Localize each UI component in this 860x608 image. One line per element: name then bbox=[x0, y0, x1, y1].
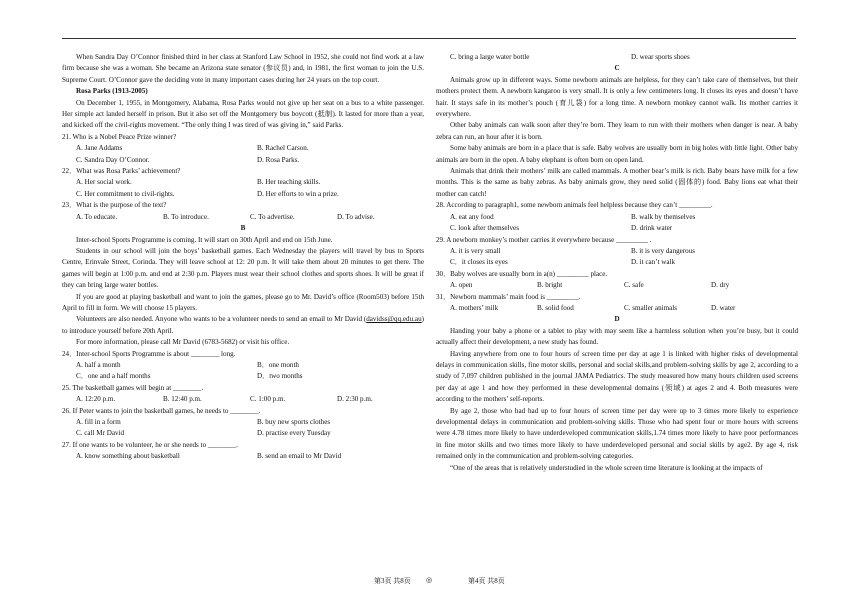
options-row bbox=[436, 212, 798, 223]
option-d: D. dry bbox=[711, 281, 730, 290]
question-24: 24．Inter-school Sports Programme is about ________ long. bbox=[62, 349, 236, 358]
options-row bbox=[436, 257, 798, 268]
question-25: 25. The basketball games will begin at ________. bbox=[62, 383, 204, 392]
paragraph: When Sandra Day O’Connor finished third in her class at Stanford Law School in 1952, she could not find work at a law firm because she was a woman. She became an Arizona state senator (参议员) and, in 1981, the first woman to join the U.S. Supreme Court. O’Connor gave the deciding vote in many important cases during her 24 years on the top court. bbox=[62, 53, 424, 84]
left-column bbox=[62, 52, 424, 463]
right-column bbox=[436, 52, 798, 474]
options-row bbox=[62, 177, 424, 188]
question-21: 21. Who is a Nobel Peace Prize winner? bbox=[62, 132, 177, 141]
options-row bbox=[436, 246, 798, 257]
options-row bbox=[62, 212, 424, 223]
paragraph: Animals that drink their mothers’ milk are called mammals. A mother bear’s milk is rich. Baby bears have milk for a few months. This is the same as baby zebras. As baby animals grow, they need solid (固体的) food. Baby lions eat what their mother can catch! bbox=[436, 167, 798, 198]
option-a: A. fill in a form bbox=[76, 418, 121, 426]
option-c: C. 1:00 p.m. bbox=[250, 395, 286, 404]
option-a: A. To educate. bbox=[76, 212, 118, 221]
email-link[interactable]: davidss@qq.edu.au bbox=[366, 315, 422, 324]
option-c: C. call Mr David bbox=[76, 429, 125, 438]
options-row bbox=[62, 394, 424, 405]
section-letter-c: C bbox=[614, 64, 620, 73]
option-d: D. Her efforts to win a prize. bbox=[257, 189, 339, 198]
paragraph: On December 1, 1955, in Montgomery, Alabama, Rosa Parks would not give up her seat on a bus to a white passenger. Her simple act landed herself in prison. But it also set off the Montgomery bus boycott (抵制). It lasted for more than a year, and kicked off the civil-rights movement. “The only thing I was tired of was giving in,” said Parks. bbox=[62, 98, 424, 130]
options-row bbox=[62, 428, 424, 439]
options-row bbox=[62, 143, 424, 154]
top-rule bbox=[62, 38, 796, 39]
text: ) to introduce yourself before 20th April. bbox=[62, 315, 424, 335]
center-mark-icon: ◎ bbox=[426, 576, 433, 584]
option-c: C. safe bbox=[624, 281, 644, 290]
option-a: A. 12:20 p.m. bbox=[76, 395, 116, 404]
option-b: B. walk by themselves bbox=[631, 212, 696, 221]
option-d: D. Rosa Parks. bbox=[257, 155, 300, 164]
page-number-right: 第4页 共8页 bbox=[468, 577, 505, 585]
paragraph: Other baby animals can walk soon after they’re born. They learn to run with their mothers when danger is near. A baby zebra can run, an hour after it is born. bbox=[436, 121, 798, 141]
option-b: B. it is very dangerous bbox=[631, 246, 696, 255]
option-b: B. send an email to Mr David bbox=[257, 452, 342, 461]
option-c: C. To advertise. bbox=[250, 212, 295, 221]
paragraph: Having anywhere from one to four hours of screen time per day at age 1 is linked with higher risks of developmental delays in communication skills, fine motor skills, personal and social skills,and problem-solving skills by age 2, according to a study of 7,097 children published in the journal JAMA Pediatrics. The study measured how many hours children used screens per day at age 1 and how they performed in these developmental domains (领域) at ages 2 and 4. Both measures were according to the mothers’ self-reports. bbox=[436, 349, 798, 404]
paragraph: “One of the areas that is relatively understudied in the whole screen time literature is looking at the impacts of bbox=[450, 463, 763, 472]
question-23: 23．What is the purpose of the text? bbox=[62, 201, 167, 210]
paragraph: By age 2, those who had had up to four hours of screen time per day were up to 3 times more likely to experience developmental delays in communication and problem-solving skills. Those who had spent four or more hours with screens were 4.78 times more likely to have underdeveloped communication skills,1.74 times more likely to have poor performances in fine motor skills and two times more likely to have underdeveloped personal and social skills by age2. By age 4, risk remained only in the communication and problem-solving categories. bbox=[436, 406, 798, 461]
paragraph: If you are good at playing basketball and want to join the games, please go to Mr. David’s office (Room503) before 15th April to fill in form. We will choose 15 players. bbox=[62, 292, 424, 312]
option-b: B. Her teaching skills. bbox=[257, 178, 321, 187]
question-29: 29. A newborn monkey’s mother carries it everywhere because _________ . bbox=[436, 235, 652, 244]
section-letter-d: D bbox=[614, 315, 620, 324]
options-row bbox=[62, 371, 424, 382]
paragraph: Animals grow up in different ways. Some newborn animals are helpless, for they can’t take care of themselves, but their mothers protect them. A newborn kangaroo is very small. It is only a few centimeters long. It closes its eyes and doesn’t have hair. It stays safe in its mother’s pouch (育儿袋) for a long time. A newborn monkey cannot walk. Its mother carries it everywhere. bbox=[436, 75, 798, 119]
option-c: C. bring a large water bottle bbox=[450, 53, 530, 61]
option-b: B. bright bbox=[537, 281, 563, 290]
option-d: D. To advise. bbox=[337, 212, 375, 221]
option-a: A. know something about basketball bbox=[76, 452, 180, 461]
option-d: D. wear sports shoes bbox=[631, 53, 690, 61]
option-c: C. Her commitment to civil-rights. bbox=[76, 189, 175, 198]
option-a: A. Her social work. bbox=[76, 178, 132, 187]
option-a: A. eat any food bbox=[450, 212, 494, 221]
option-a: A. open bbox=[450, 281, 473, 290]
options-row bbox=[62, 189, 424, 200]
option-c: C. smaller animals bbox=[624, 303, 677, 312]
question-28: 28. According to paragraph1, some newborn animals feel helpless because they can’t _________. bbox=[436, 201, 713, 210]
paragraph: For more information, please call Mr David (6783-5682) or visit his office. bbox=[76, 338, 290, 347]
option-b: B. buy new sports clothes bbox=[257, 418, 331, 426]
option-d: D. drink water bbox=[631, 224, 673, 233]
option-b: B. To introduce. bbox=[163, 212, 209, 221]
paragraph: Handing your baby a phone or a tablet to play with may seem like a harmless solution when you’re busy, but it could actually affect their development, a new study has found. bbox=[436, 326, 798, 347]
options-row bbox=[436, 52, 798, 63]
option-c: C．one and a half months bbox=[76, 372, 151, 381]
option-d: D. practise every Tuesday bbox=[257, 429, 331, 438]
option-b: B. Rachel Carson. bbox=[257, 144, 309, 153]
paragraph bbox=[62, 314, 424, 337]
options-row bbox=[436, 280, 798, 291]
text: Volunteers are also needed. Anyone who wants to be a volunteer needs to send an email to Mr David ( bbox=[76, 315, 367, 324]
options-row bbox=[62, 360, 424, 371]
options-row bbox=[62, 155, 424, 166]
options-row bbox=[62, 451, 424, 462]
option-a: A. it is very small bbox=[450, 246, 501, 255]
options-row bbox=[436, 223, 798, 234]
question-30: 30．Baby wolves are usually born in a(n) _________ place. bbox=[436, 269, 608, 278]
option-c: C. look after themselves bbox=[450, 224, 519, 233]
options-row bbox=[436, 303, 798, 314]
section-letter-b: B bbox=[240, 224, 246, 233]
option-d: D. 2:30 p.m. bbox=[337, 395, 373, 404]
option-c: C. Sandra Day O’Connor. bbox=[76, 155, 150, 164]
option-a: A. mothers’ milk bbox=[450, 303, 499, 312]
option-d: D．two months bbox=[257, 372, 303, 381]
page-number-left: 第3页 共8页 bbox=[374, 577, 411, 585]
section-heading: Rosa Parks (1913-2005) bbox=[76, 87, 148, 96]
paragraph: Inter-school Sports Programme is coming. It will start on 30th April and end on 15th June. bbox=[76, 235, 333, 244]
question-26: 26. If Peter wants to join the basketball games, he needs to ________. bbox=[62, 406, 261, 415]
question-22: 22．What was Rosa Parks’ achievement? bbox=[62, 167, 181, 176]
question-31: 31．Newborn mammals’ main food is _________. bbox=[436, 292, 581, 301]
option-d: D. it can’t walk bbox=[631, 258, 675, 267]
option-a: A. Jane Addams bbox=[76, 144, 123, 153]
question-27: 27. If one wants to be volunteer, he or she needs to ________. bbox=[62, 440, 239, 449]
options-row bbox=[62, 417, 424, 428]
paragraph: Students in our school will join the boys’ basketball games. Each Wednesday the players will travel by bus to Sports Centre, Erinvale Street, Corinda. They will leave school at 12: 20 p.m. It will take them about 20 minutes to get there. The games will begin at 1:00 p.m. and end at 2:30 p.m. Players must wear their school clothes and sports shoes. It will be great if they can bring large water bottles. bbox=[62, 246, 424, 290]
option-c: C．it closes its eyes bbox=[450, 258, 508, 267]
option-d: D. water bbox=[711, 303, 736, 312]
paragraph: Some baby animals are born in a place that is safe. Baby wolves are usually born in big holes with little light. Other baby animals are born in the open. A baby elephant is often born on open land. bbox=[436, 144, 798, 164]
option-b: B. solid food bbox=[537, 303, 574, 312]
option-b: B. 12:40 p.m. bbox=[163, 395, 202, 404]
option-b: B．one month bbox=[257, 360, 299, 369]
option-a: A. half a month bbox=[76, 360, 121, 369]
